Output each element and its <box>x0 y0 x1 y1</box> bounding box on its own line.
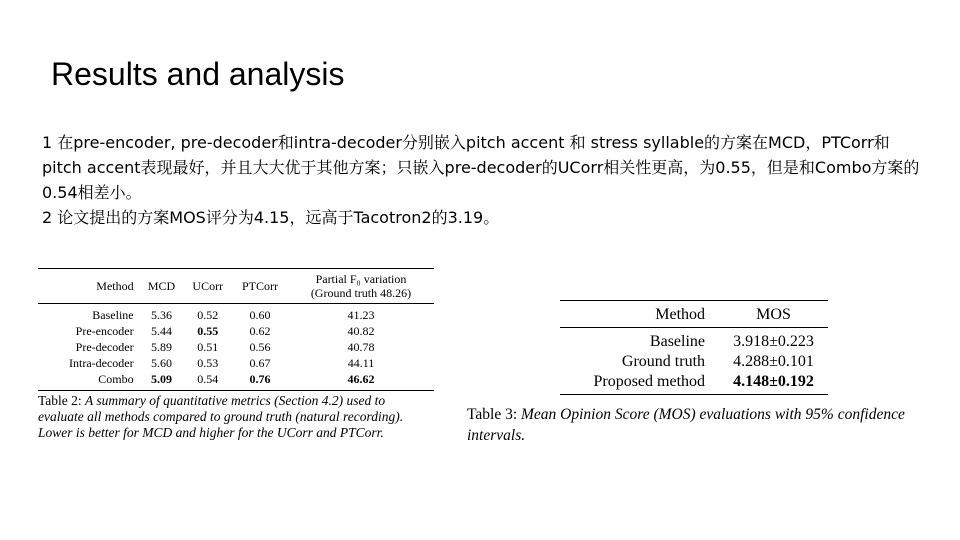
table-3-caption <box>467 404 927 446</box>
table-2-caption-label: Table 2: <box>38 393 82 408</box>
header-mos: MOS <box>756 306 791 323</box>
row-ucorr: 0.53 <box>197 356 219 370</box>
table-header-row <box>38 269 434 304</box>
table-row <box>38 339 434 355</box>
row-partial: 40.78 <box>347 340 375 354</box>
analysis-point-2: 2 论文提出的方案MOS评分为4.15，远高于Tacotron2的3.19。 <box>42 208 500 227</box>
row-mos: 4.148±0.192 <box>733 373 814 390</box>
row-method: Intra-decoder <box>69 356 134 370</box>
row-ptcorr: 0.60 <box>249 308 271 322</box>
table-2-caption <box>38 393 434 441</box>
row-method: Pre-decoder <box>75 340 134 354</box>
table-2-caption-text: A summary of quantitative metrics (Section 4.2) used to evaluate all methods compared to ground truth (natural recording). Lower is better for MCD and higher for the UCorr and PTCorr. <box>38 393 404 440</box>
row-mcd: 5.44 <box>151 324 173 338</box>
table-3-caption-text: Mean Opinion Score (MOS) evaluations with 95% confidence intervals. <box>467 406 905 444</box>
row-partial: 44.11 <box>347 356 375 370</box>
table-3-caption-label: Table 3: <box>467 406 518 423</box>
row-method: Combo <box>98 372 134 386</box>
table-header-row <box>560 301 828 328</box>
header-partial-f0-line1: Partial F₀ variation <box>315 272 407 286</box>
table-3-figure <box>560 300 828 395</box>
table-2-figure <box>38 268 434 441</box>
analysis-points <box>42 130 927 230</box>
header-partial-f0 <box>288 269 434 304</box>
table-row <box>560 372 828 395</box>
row-partial: 46.62 <box>347 372 375 386</box>
mos-table <box>560 300 828 395</box>
row-mcd: 5.89 <box>151 340 173 354</box>
row-mcd: 5.09 <box>151 372 173 386</box>
row-ucorr: 0.52 <box>197 308 219 322</box>
table-row <box>560 352 828 372</box>
row-method: Pre-encoder <box>75 324 134 338</box>
header-mcd: MCD <box>147 279 176 293</box>
header-partial-f0-line2: (Ground truth 48.26) <box>310 286 412 300</box>
table-row <box>38 371 434 391</box>
row-mcd: 5.60 <box>151 356 173 370</box>
row-partial: 40.82 <box>347 324 375 338</box>
header-method: Method <box>655 306 706 323</box>
table-row <box>38 323 434 339</box>
row-ucorr: 0.51 <box>197 340 219 354</box>
row-mos: 3.918±0.223 <box>733 333 814 350</box>
header-method: Method <box>96 279 134 293</box>
table-row <box>560 328 828 353</box>
row-ptcorr: 0.76 <box>249 372 271 386</box>
header-ptcorr: PTCorr <box>241 279 278 293</box>
row-partial: 41.23 <box>347 308 375 322</box>
table-row <box>38 355 434 371</box>
row-ptcorr: 0.62 <box>249 324 271 338</box>
header-ucorr: UCorr <box>192 279 224 293</box>
row-mos: 4.288±0.101 <box>733 353 814 370</box>
row-ptcorr: 0.56 <box>249 340 271 354</box>
analysis-point-1: 1 在pre-encoder, pre-decoder和intra-decoder分别嵌入pitch accent 和 stress syllable的方案在MCD，PTCorr和pitch accent表现最好，并且大大优于其他方案；只嵌入pre-decoder的UCorr相关性更高，为0.55，但是和Combo方案的0.54相差小。 <box>42 133 920 202</box>
table-row <box>38 304 434 324</box>
row-ucorr: 0.54 <box>197 372 219 386</box>
row-mcd: 5.36 <box>151 308 173 322</box>
row-method: Proposed method <box>593 373 706 390</box>
row-ucorr: 0.55 <box>197 324 219 338</box>
row-method: Baseline <box>649 333 706 350</box>
metrics-table <box>38 268 434 391</box>
row-method: Baseline <box>92 308 134 322</box>
slide-title: Results and analysis <box>51 56 345 92</box>
row-method: Ground truth <box>621 353 706 370</box>
row-ptcorr: 0.67 <box>249 356 271 370</box>
